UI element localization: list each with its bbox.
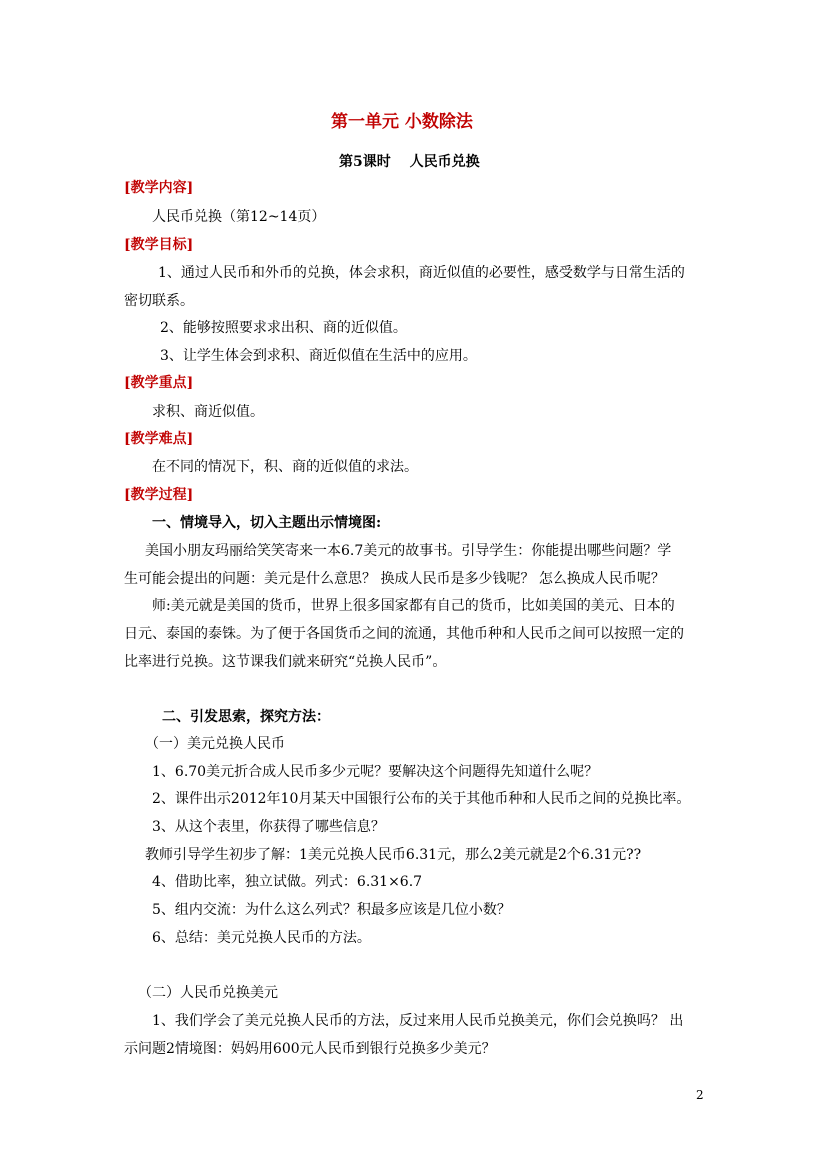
subsection-2-item-1-line-2: 示问题2情境图：妈妈用600元人民币到银行兑换多少美元？ bbox=[124, 1041, 496, 1057]
subsection-1-item-5: 5、组内交流：为什么这么列式？积最多应该是几位小数？ bbox=[152, 902, 511, 918]
content-text: 人民币兑换（第12~14页） bbox=[152, 209, 326, 225]
difficulty-text: 在不同的情况下，积、商的近似值的求法。 bbox=[152, 459, 418, 475]
subsection-1-item-3: 3、从这个表里，你获得了哪些信息？ bbox=[152, 819, 385, 835]
subsection-1-item-1: 1、6.70美元折合成人民币多少元呢？要解决这个问题得先知道什么呢？ bbox=[152, 764, 599, 780]
step-2-title: 二、引发思索，探究方法： bbox=[162, 709, 330, 725]
paragraph-2-line-2: 日元、泰国的泰铢。为了便于各国货币之间的流通，其他币种和人民币之间可以按照一定的 bbox=[124, 626, 684, 642]
key-text: 求积、商近似值。 bbox=[152, 404, 264, 420]
goals-heading: [教学目标] bbox=[124, 237, 194, 253]
subsection-2-item-1-line-1: 1、我们学会了美元兑换人民币的方法，反过来用人民币兑换美元，你们会兑换吗？ 出 bbox=[152, 1013, 684, 1029]
goal-2: 2、能够按照要求求出积、商的近似值。 bbox=[160, 320, 407, 336]
paragraph-1-line-2: 生可能会提出的问题：美元是什么意思？ 换成人民币是多少钱呢？ 怎么换成人民币呢？ bbox=[124, 571, 665, 587]
subsection-1-item-6: 6、总结：美元兑换人民币的方法。 bbox=[152, 930, 371, 946]
key-heading: [教学重点] bbox=[124, 375, 194, 391]
paragraph-2-line-3: 比率进行兑换。这节课我们就来研究“兑换人民币”。 bbox=[124, 654, 447, 670]
subsection-1-item-4: 4、借助比率，独立试做。列式：6.31×6.7 bbox=[152, 874, 423, 890]
goal-1-line-1: 1、通过人民币和外币的兑换，体会求积，商近似值的必要性，感受数学与日常生活的 bbox=[158, 265, 685, 281]
content-heading: [教学内容] bbox=[124, 180, 194, 196]
subsection-1-item-2: 2、课件出示2012年10月某天中国银行公布的关于其他币种和人民币之间的兑换比率。 bbox=[152, 791, 691, 807]
paragraph-1-line-1: 美国小朋友玛丽给笑笑寄来一本6.7美元的故事书。引导学生：你能提出哪些问题？学 bbox=[145, 543, 672, 559]
lesson-title: 第5课时 人民币兑换 bbox=[339, 154, 480, 170]
process-heading: [教学过程] bbox=[124, 487, 194, 503]
unit-title: 第一单元 小数除法 bbox=[331, 112, 473, 132]
goal-1-line-2: 密切联系。 bbox=[124, 293, 194, 309]
step-1-title: 一、情境导入，切入主题出示情境图: bbox=[152, 515, 382, 531]
paragraph-2-line-1: 师:美元就是美国的货币，世界上很多国家都有自己的货币，比如美国的美元、日本的 bbox=[152, 598, 675, 614]
subsection-2-title: （二）人民币兑换美元 bbox=[138, 985, 278, 1001]
difficulty-heading: [教学难点] bbox=[124, 431, 194, 447]
page-number: 2 bbox=[696, 1088, 704, 1102]
subsection-1-title: （一）美元兑换人民币 bbox=[145, 736, 285, 752]
teacher-guidance: 教师引导学生初步了解：1美元兑换人民币6.31元，那么2美元就是2个6.31元?? bbox=[145, 847, 642, 863]
goal-3: 3、让学生体会到求积、商近似值在生活中的应用。 bbox=[160, 348, 477, 364]
